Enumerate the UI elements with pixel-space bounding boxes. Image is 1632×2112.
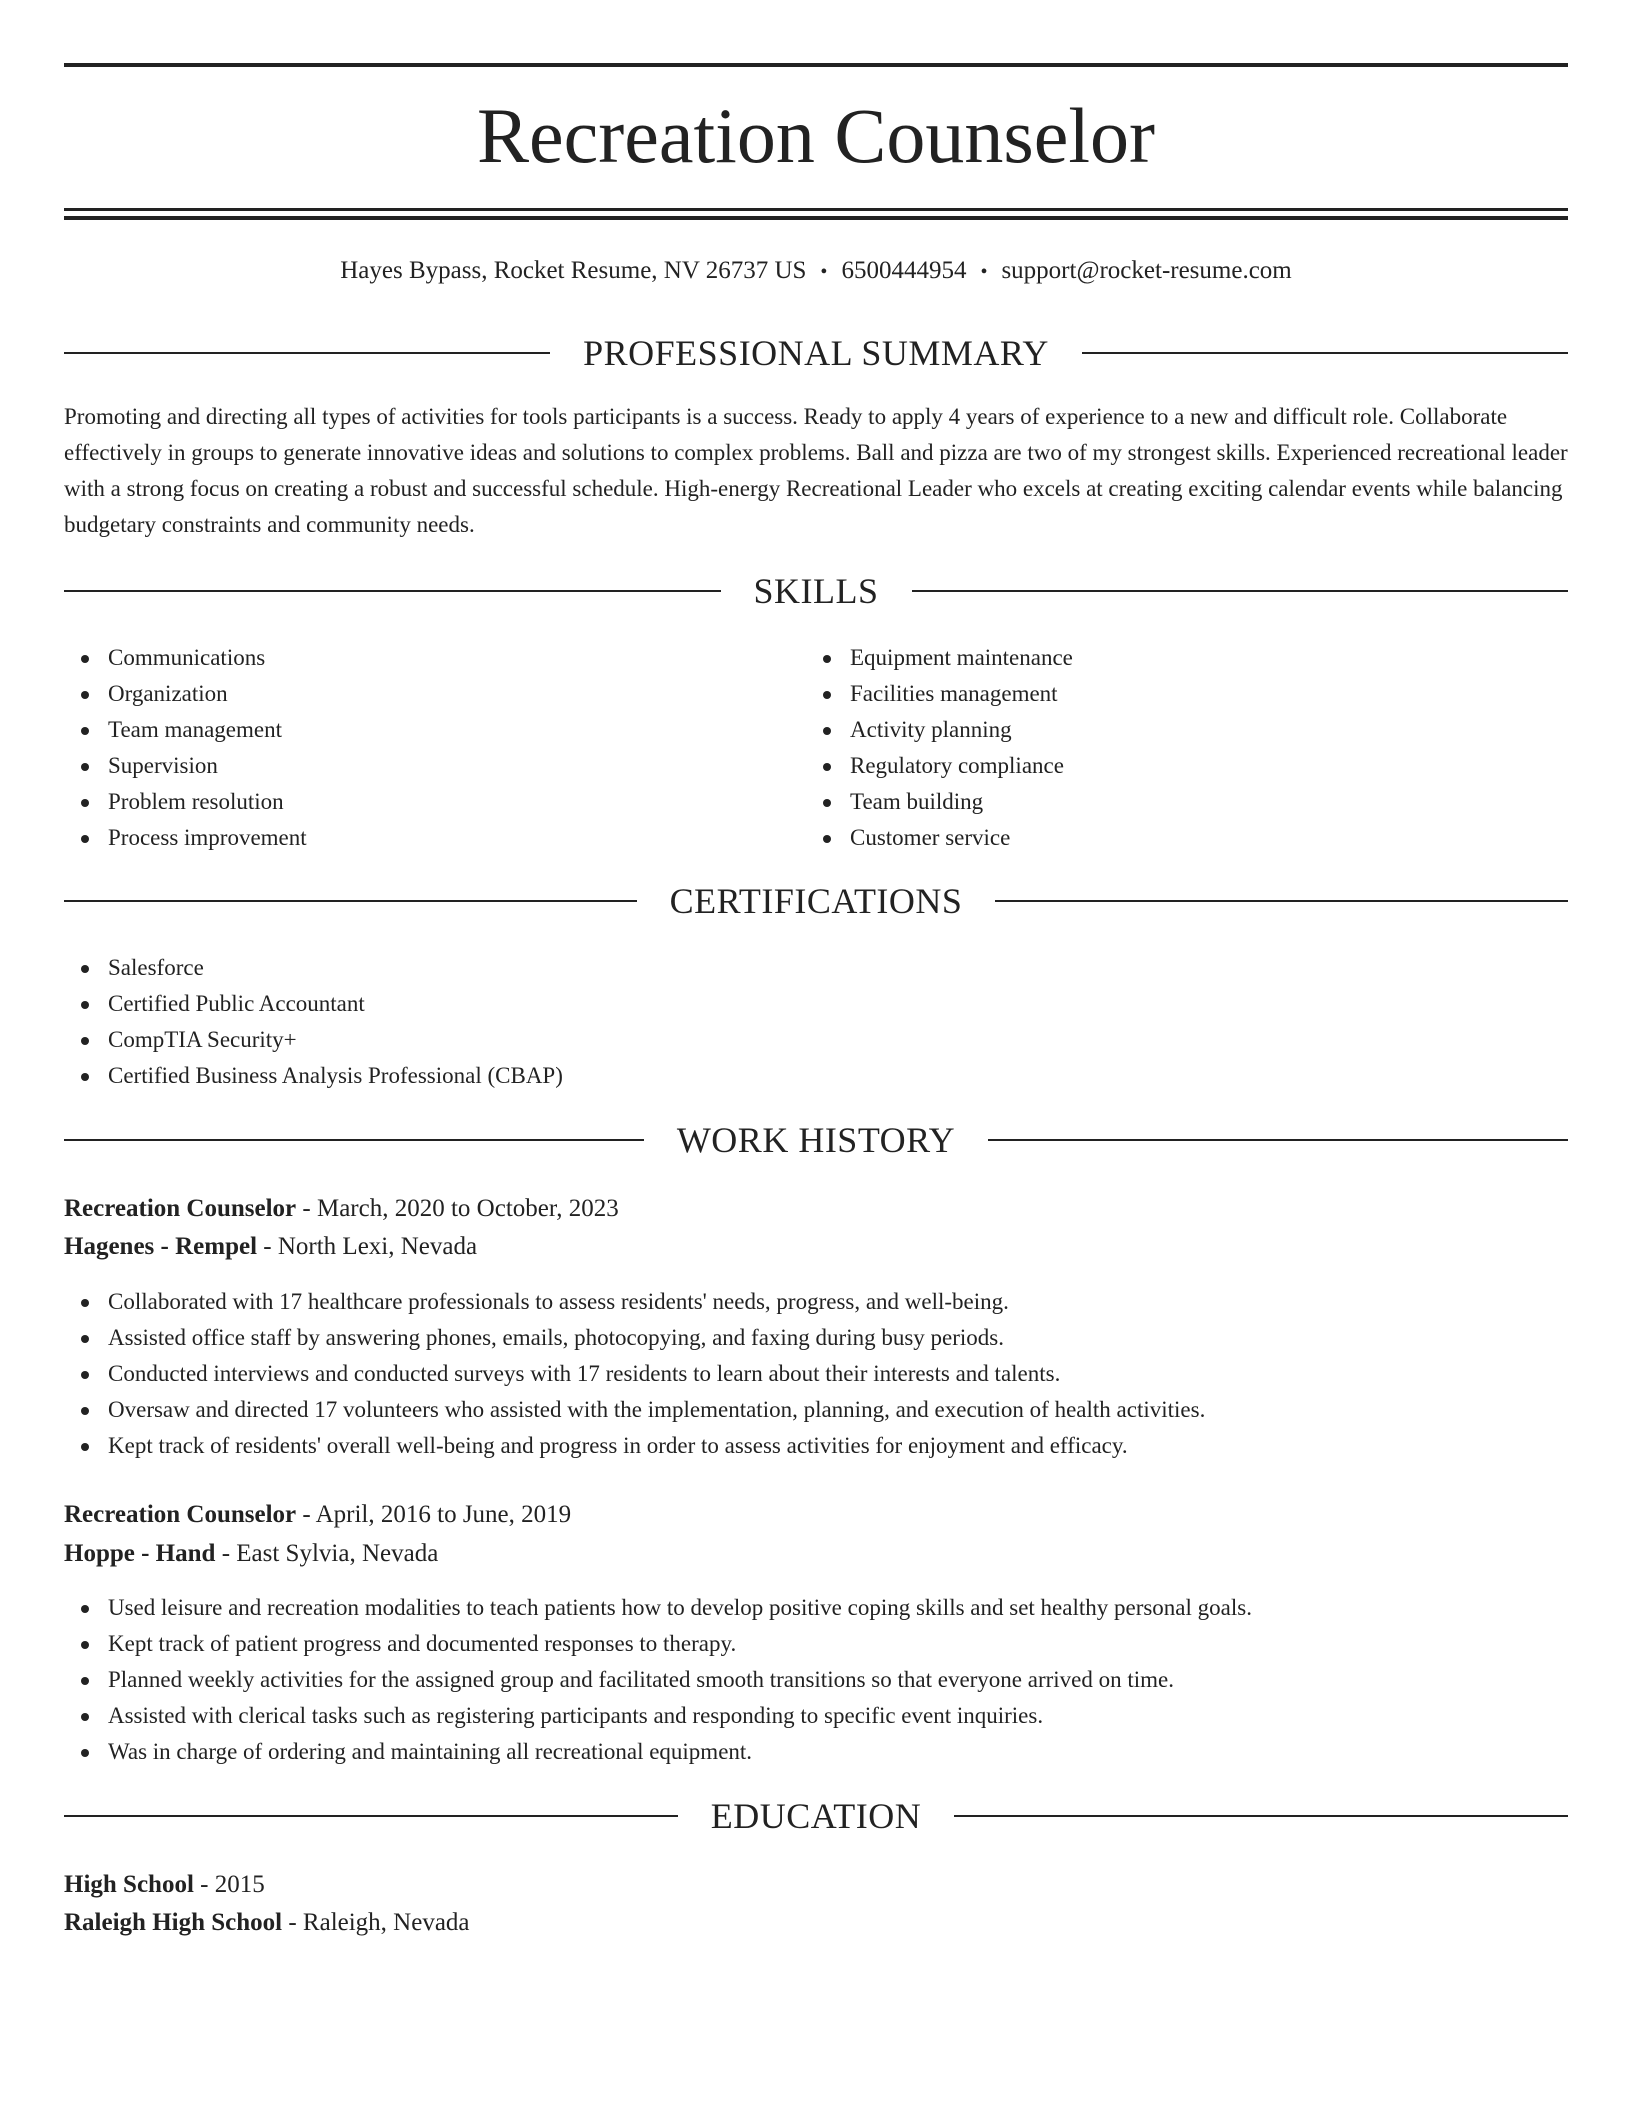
header-bottom-rule-upper xyxy=(64,208,1568,211)
job-bullet: Kept track of residents' overall well-being and progress in order to assess activities for enjoyment and efficacy. xyxy=(64,1428,1568,1464)
job-bullet: Oversaw and directed 17 volunteers who assisted with the implementation, planning, and execution of health activities. xyxy=(64,1392,1568,1428)
summary-text: Promoting and directing all types of activities for tools participants is a success. Ready to apply 4 years of experience to a new and difficult role. Collaborate effectively in groups to generate innovative ideas and solutions to complex problems. Ball and pizza are two of my strongest skills. Experienced recreational leader with a strong focus on creating a robust and successful schedule. High-energy Recreational Leader who excels at creating exciting calendar events while balancing budgetary constraints and community needs. xyxy=(64,404,1568,537)
job-company: Hagenes - Rempel xyxy=(64,1233,258,1260)
job-title-line xyxy=(64,1497,571,1533)
job-bullet: Conducted interviews and conducted surveys with 17 residents to learn about their interests and talents. xyxy=(64,1356,1568,1392)
education-degree-line xyxy=(64,1867,265,1903)
job-company: Hoppe - Hand xyxy=(64,1540,216,1567)
job-location: - East Sylvia, Nevada xyxy=(215,1540,439,1567)
job-bullet: Planned weekly activities for the assigned group and facilitated smooth transitions so that everyone arrived on time. xyxy=(64,1662,1568,1698)
job-bullet: Collaborated with 17 healthcare professionals to assess residents' needs, progress, and well-being. xyxy=(64,1284,1568,1320)
heading-rule-right xyxy=(988,1139,1568,1141)
heading-rule-right xyxy=(954,1815,1568,1817)
heading-rule-right xyxy=(1082,352,1568,354)
skill-item: Activity planning xyxy=(806,712,1546,748)
job-bullet: Kept track of patient progress and documented responses to therapy. xyxy=(64,1626,1568,1662)
summary-heading xyxy=(64,330,1568,376)
job-bullet: Assisted with clerical tasks such as registering participants and responding to specific event inquiries. xyxy=(64,1698,1568,1734)
job-location: - North Lexi, Nevada xyxy=(257,1233,478,1260)
education-location: - Raleigh, Nevada xyxy=(282,1909,470,1936)
contact-line xyxy=(64,254,1568,288)
job-company-line xyxy=(64,1536,438,1572)
job-bullets xyxy=(64,1284,1568,1464)
skill-item: Supervision xyxy=(64,748,804,784)
skill-item: Organization xyxy=(64,676,804,712)
education-heading xyxy=(64,1793,1568,1839)
job-bullet: Assisted office staff by answering phones, emails, photocopying, and faxing during busy periods. xyxy=(64,1320,1568,1356)
work-heading xyxy=(64,1117,1568,1163)
heading-rule-left xyxy=(64,590,721,592)
education-school-line xyxy=(64,1905,470,1941)
certifications-heading xyxy=(64,878,1568,924)
heading-rule-right xyxy=(912,590,1569,592)
certification-item: Certified Public Accountant xyxy=(64,986,1568,1022)
header-top-rule xyxy=(64,63,1568,67)
contact-separator: • xyxy=(980,261,988,283)
skills-heading xyxy=(64,568,1568,614)
certification-item: Salesforce xyxy=(64,950,1568,986)
skill-item: Team building xyxy=(806,784,1546,820)
certification-item: Certified Business Analysis Professional (CBAP) xyxy=(64,1058,1568,1094)
skills-list-right xyxy=(806,640,1546,856)
heading-rule-right xyxy=(995,900,1568,902)
heading-rule-left xyxy=(64,352,550,354)
certifications-title: CERTIFICATIONS xyxy=(669,881,963,921)
work-title: WORK HISTORY xyxy=(676,1120,956,1160)
summary-title: PROFESSIONAL SUMMARY xyxy=(583,333,1049,373)
job-title: Recreation Counselor xyxy=(64,1195,297,1222)
heading-rule-left xyxy=(64,1815,678,1817)
skill-item: Customer service xyxy=(806,820,1546,856)
certification-item: CompTIA Security+ xyxy=(64,1022,1568,1058)
skills-list-left xyxy=(64,640,804,856)
education-school: Raleigh High School xyxy=(64,1909,283,1936)
skill-item: Problem resolution xyxy=(64,784,804,820)
job-bullet: Was in charge of ordering and maintaining all recreational equipment. xyxy=(64,1734,1568,1770)
job-bullet: Used leisure and recreation modalities to teach patients how to develop positive coping skills and set healthy personal goals. xyxy=(64,1590,1568,1626)
job-dates: - April, 2016 to June, 2019 xyxy=(296,1501,572,1528)
contact-email: support@rocket-resume.com xyxy=(1001,257,1292,284)
contact-address: Hayes Bypass, Rocket Resume, NV 26737 US xyxy=(340,257,807,284)
job-title-line xyxy=(64,1191,619,1227)
header-bottom-rule-lower xyxy=(64,216,1568,220)
job-company-line xyxy=(64,1229,477,1265)
education-title: EDUCATION xyxy=(710,1796,922,1836)
heading-rule-left xyxy=(64,900,637,902)
skill-item: Facilities management xyxy=(806,676,1546,712)
skills-title: SKILLS xyxy=(753,571,879,611)
skill-item: Communications xyxy=(64,640,804,676)
skill-item: Team management xyxy=(64,712,804,748)
education-degree: High School xyxy=(64,1871,194,1898)
certifications-list xyxy=(64,950,1568,1094)
heading-rule-left xyxy=(64,1139,644,1141)
skill-item: Regulatory compliance xyxy=(806,748,1546,784)
skill-item: Process improvement xyxy=(64,820,804,856)
contact-phone: 6500444954 xyxy=(841,257,967,284)
job-bullets xyxy=(64,1590,1568,1770)
contact-separator: • xyxy=(820,261,828,283)
job-dates: - March, 2020 to October, 2023 xyxy=(296,1195,619,1222)
resume-name: Recreation Counselor xyxy=(477,92,1155,179)
skill-item: Equipment maintenance xyxy=(806,640,1546,676)
education-year: - 2015 xyxy=(193,1871,265,1898)
job-title: Recreation Counselor xyxy=(64,1501,297,1528)
